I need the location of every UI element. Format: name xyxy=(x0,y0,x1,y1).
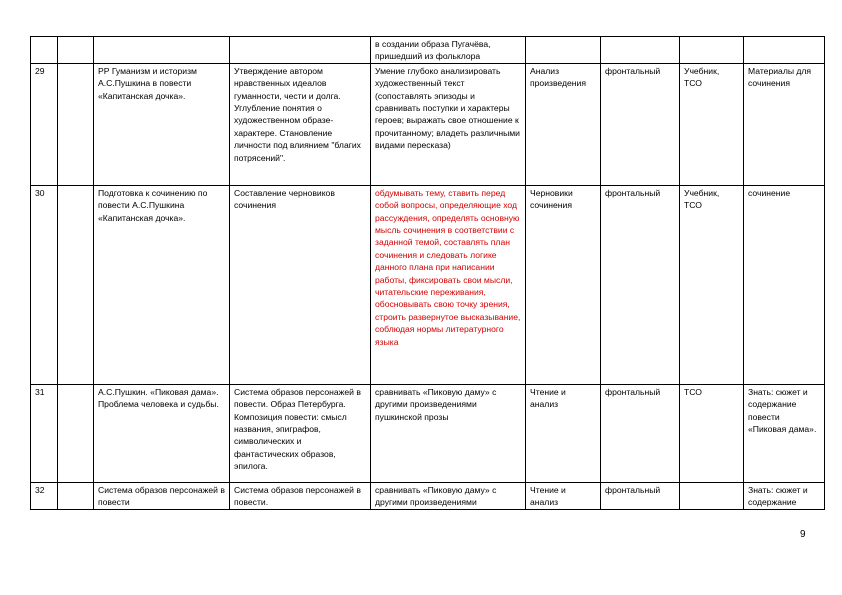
activity-cell: Черновики сочинения xyxy=(526,185,601,384)
table-row xyxy=(31,185,825,384)
lesson-topic-cell: А.С.Пушкин. «Пиковая дама». Проблема человека и судьбы. xyxy=(94,384,230,482)
activity-cell: Анализ произведения xyxy=(526,63,601,185)
lesson-topic-cell: РР Гуманизм и историзм А.С.Пушкина в повести «Капитанская дочка». xyxy=(94,63,230,185)
lesson-plan-table xyxy=(30,36,825,510)
lesson-content-cell xyxy=(230,37,371,64)
form-cell xyxy=(601,37,680,64)
lesson-content-cell: Система образов персонажей в повести. Образ Петербурга. Композиция повести: смысл названия, эпиграфов, символических и фантастических образов, эпилога. xyxy=(230,384,371,482)
activity-cell: Чтение и анализ xyxy=(526,384,601,482)
skills-cell: Умение глубоко анализировать художественный текст (сопоставлять эпизоды и сравнивать поступки и характеры героев; выражать свое отношение к прочитанному; владеть различными видами пересказа) xyxy=(371,63,526,185)
table-row xyxy=(31,37,825,64)
activity-cell: Чтение и анализ xyxy=(526,482,601,509)
lesson-topic-cell: Система образов персонажей в повести xyxy=(94,482,230,509)
result-cell: Знать: сюжет и содержание повести «Пиковая дама». xyxy=(744,384,825,482)
lesson-number-cell xyxy=(31,37,58,64)
result-cell: Знать: сюжет и содержание xyxy=(744,482,825,509)
result-cell xyxy=(744,37,825,64)
table-row xyxy=(31,384,825,482)
page-number: 9 xyxy=(800,529,806,540)
tools-cell: Учебник, ТСО xyxy=(680,185,744,384)
tools-cell xyxy=(680,37,744,64)
activity-cell xyxy=(526,37,601,64)
lesson-content-cell: Составление черновиков сочинения xyxy=(230,185,371,384)
lesson-topic-cell xyxy=(94,37,230,64)
lesson-number-cell: 29 xyxy=(31,63,58,185)
lesson-number-cell: 32 xyxy=(31,482,58,509)
skills-cell: сравнивать «Пиковую даму» с другими произведениями пушкинской прозы xyxy=(371,384,526,482)
tools-cell: Учебник, ТСО xyxy=(680,63,744,185)
lesson-content-cell: Утверждение автором нравственных идеалов гуманности, чести и долга. Углубление понятия о художественном образе-характере. Становление личности под влиянием "благих потрясений". xyxy=(230,63,371,185)
empty-cell xyxy=(58,384,94,482)
tools-cell: ТСО xyxy=(680,384,744,482)
empty-cell xyxy=(58,185,94,384)
empty-cell xyxy=(58,63,94,185)
skills-cell: в создании образа Пугачёва, пришедший из фольклора xyxy=(371,37,526,64)
table-row xyxy=(31,482,825,509)
result-cell: сочинение xyxy=(744,185,825,384)
lesson-topic-cell: Подготовка к сочинению по повести А.С.Пушкина «Капитанская дочка». xyxy=(94,185,230,384)
result-cell: Материалы для сочинения xyxy=(744,63,825,185)
skills-cell-highlighted: обдумывать тему, ставить перед собой вопросы, определяющие ход рассуждения, определять основную мысль сочинения в соответствии с заданной темой, составлять план сочинения и следовать логике данного плана при написании работы, фиксировать свои мысли, читательские переживания, обосновывать свою точку зрения, строить развернутое высказывание, соблюдая нормы литературного языка xyxy=(371,185,526,384)
skills-cell: сравнивать «Пиковую даму» с другими произведениями xyxy=(371,482,526,509)
table-row xyxy=(31,63,825,185)
form-cell: фронтальный xyxy=(601,63,680,185)
form-cell: фронтальный xyxy=(601,482,680,509)
lesson-number-cell: 30 xyxy=(31,185,58,384)
form-cell: фронтальный xyxy=(601,384,680,482)
empty-cell xyxy=(58,37,94,64)
form-cell: фронтальный xyxy=(601,185,680,384)
tools-cell xyxy=(680,482,744,509)
lesson-content-cell: Система образов персонажей в повести. xyxy=(230,482,371,509)
lesson-number-cell: 31 xyxy=(31,384,58,482)
empty-cell xyxy=(58,482,94,509)
